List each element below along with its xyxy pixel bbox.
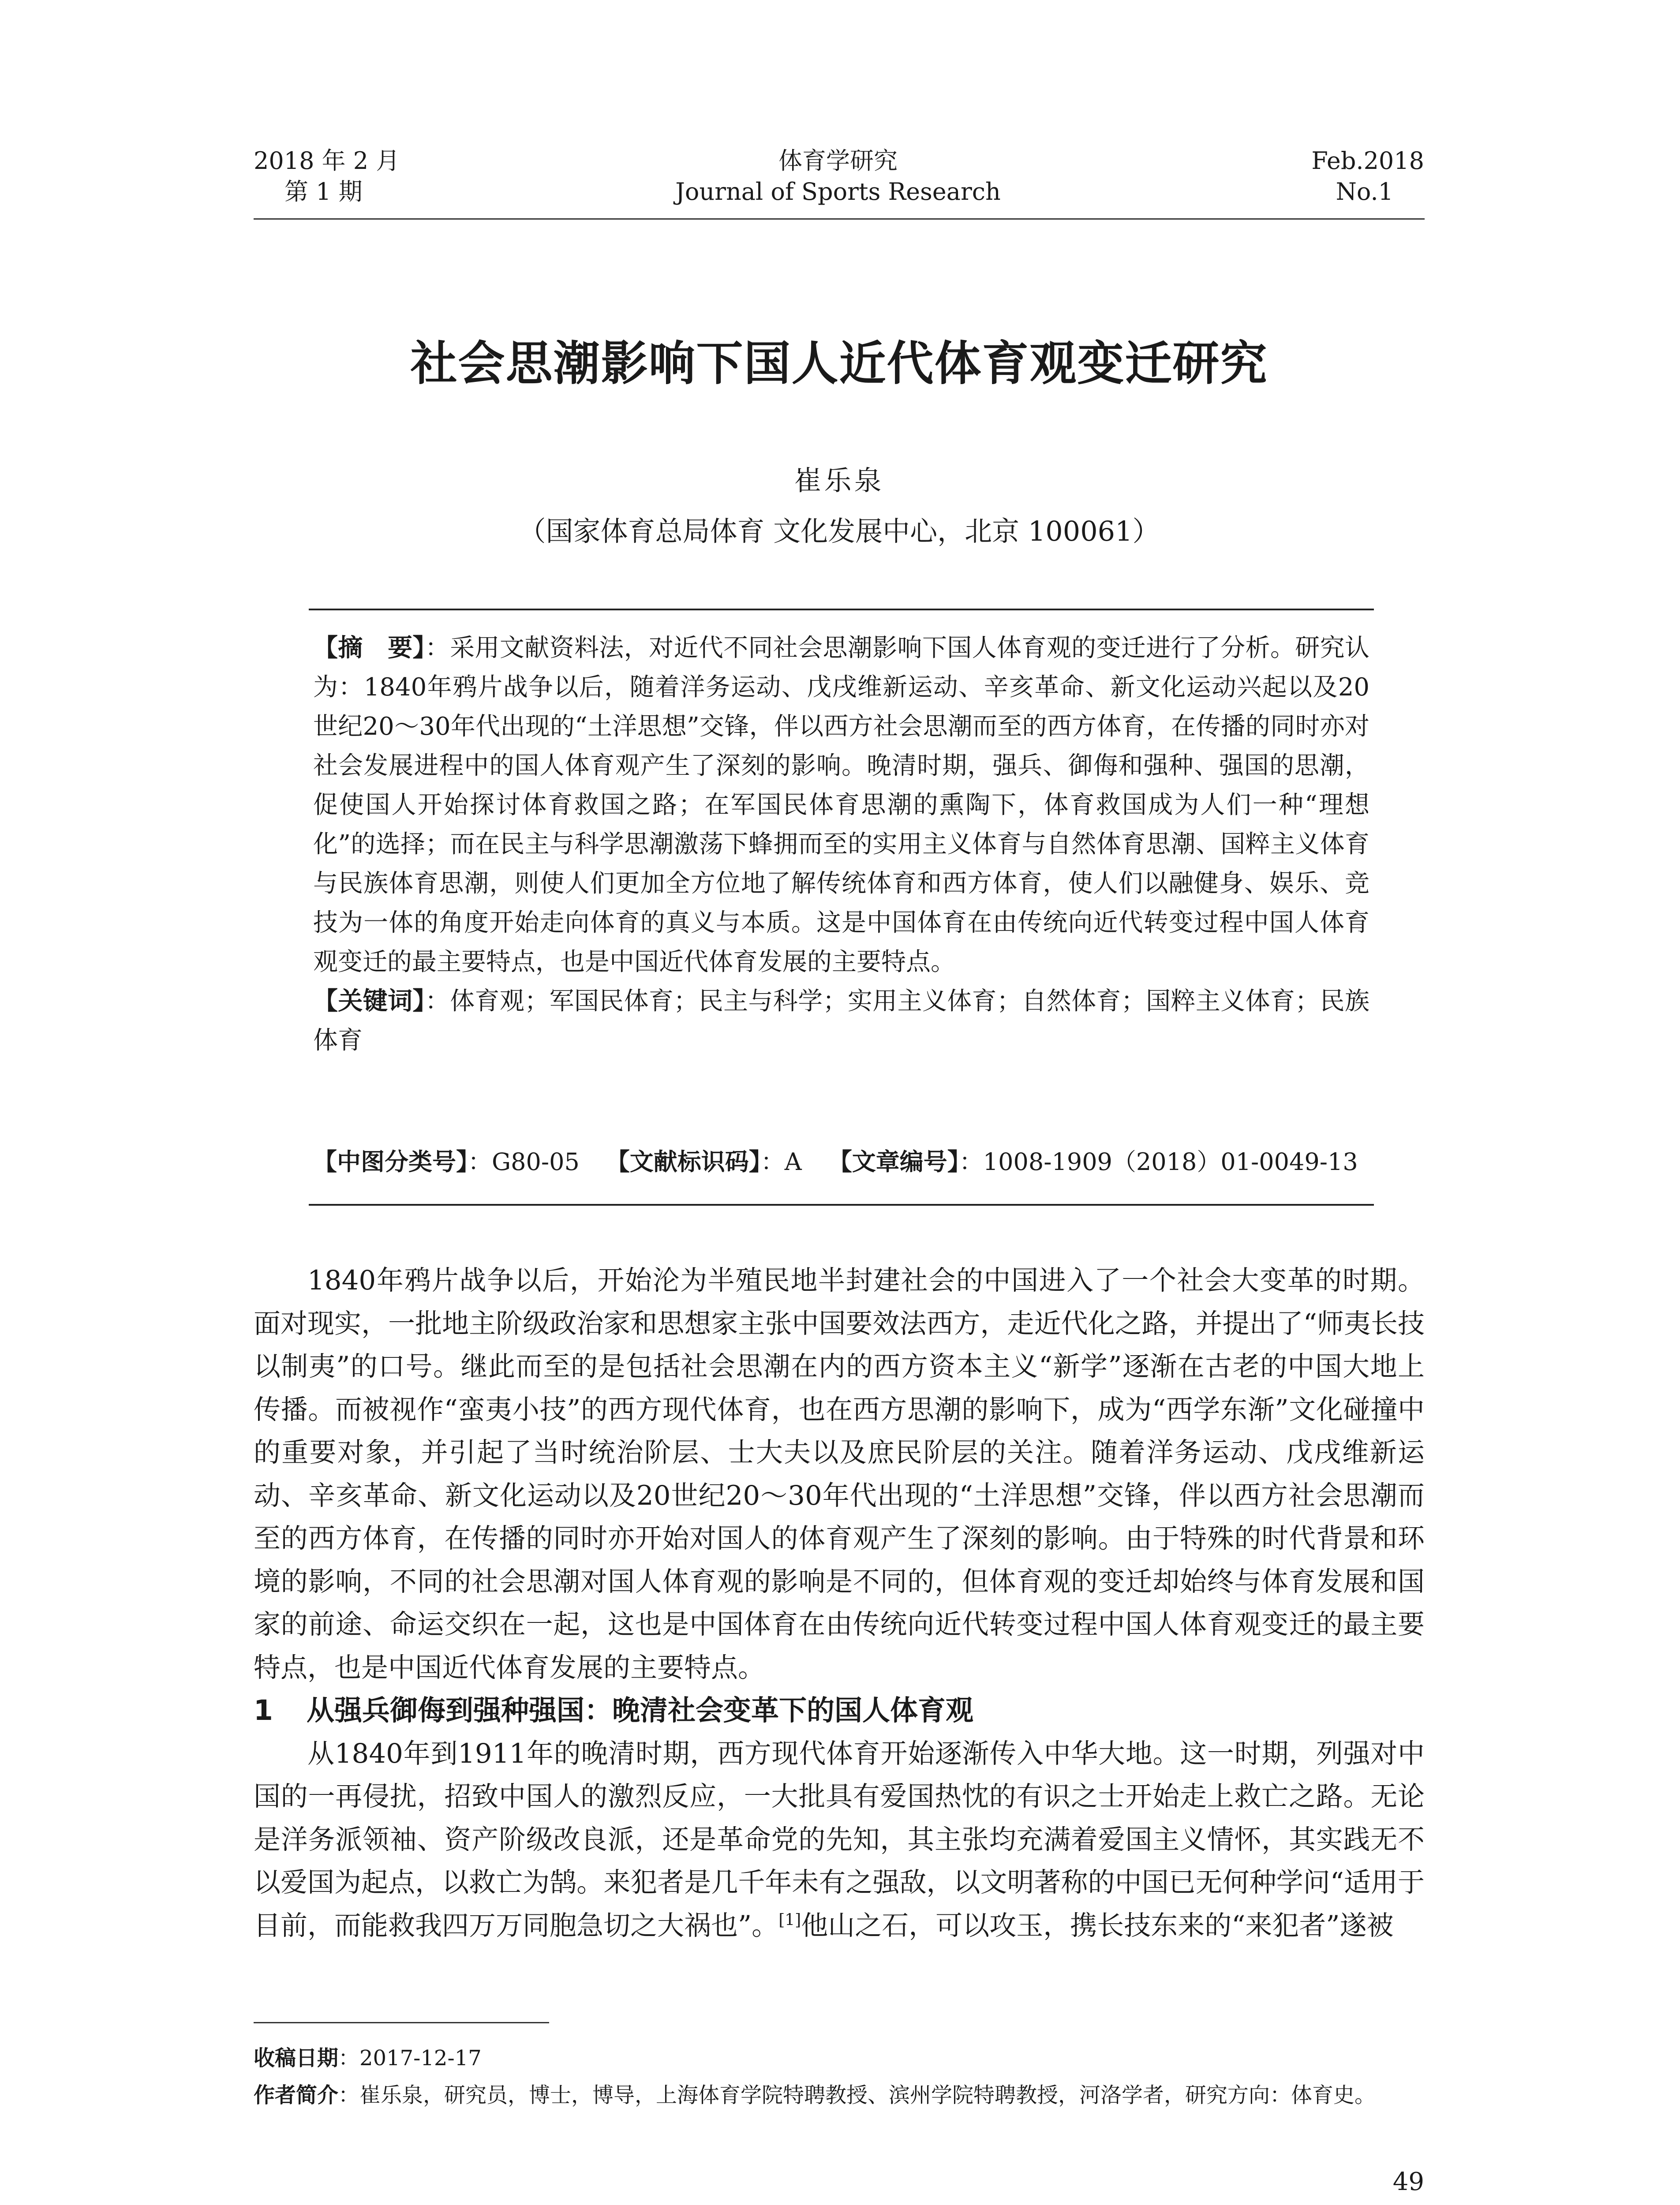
clc-value: ：G80-05 [468,1148,580,1176]
header-issue: 第 1 期 [284,178,363,206]
page-number: 49 [1392,2168,1424,2196]
article-number-value: ：1008-1909（2018）01-0049-13 [959,1148,1358,1176]
body-text [254,1259,1425,1947]
doc-code-value: ：A [760,1148,802,1176]
clc-label: 【中图分类号】 [313,1148,468,1176]
header-date: 2018 年 2 月 [254,147,400,175]
article-title: 社会思潮影响下国人近代体育观变迁研究 [410,336,1268,391]
header-date-en: Feb.2018 [1311,147,1424,175]
keywords-label: 【关键词】 [313,987,425,1016]
article-author: 崔乐泉 [794,464,884,497]
citation-ref-1[interactable]: [1] [778,1911,801,1929]
section-number: 1 [254,1694,273,1727]
footnotes [254,2040,1425,2114]
body-paragraph-2: 从1840年到1911年的晚清时期，西方现代体育开始逐渐传入中华大地。这一时期，列强对中国的一再侵扰，招致中国人的激烈反应，一大批具有爱国热忱的有识之士开始走上救亡之路。无论是洋务派领袖、资产阶级改良派，还是革命党的先知，其主张均充满着爱国主义情怀，其实践无不以爱国为起点，以救亡为鹄。来犯者是几千年未有之强敌，以文明著称的中国已无何种学问“适用于目前，而能救我四万万同胞急切之大祸也”。[1]他山之石，可以攻玉，携长技东来的“来犯者”遂被 [254,1738,1425,1941]
abstract-bottom-rule [309,1204,1374,1206]
header-right [1311,146,1424,207]
author-bio: 作者简介：崔乐泉，研究员，博士，博导，上海体育学院特聘教授、滨州学院特聘教授，河洛学者，研究方向：体育史。 [254,2083,1376,2108]
abstract-top-rule [309,609,1374,610]
journal-name-cn: 体育学研究 [778,147,898,175]
footnote-rule [254,2022,549,2023]
keywords-text: ：体育观；军国民体育；民主与科学；实用主义体育；自然体育；国粹主义体育；民族体育 [313,987,1370,1055]
doc-code-label: 【文献标识码】 [606,1148,761,1176]
abstract-label: 【摘 要】 [313,634,425,662]
header-center [529,146,1147,207]
keywords-paragraph [313,982,1369,1060]
journal-name-en: Journal of Sports Research [675,178,1001,206]
received-date: 收稿日期：2017-12-17 [254,2046,482,2070]
header-left [254,146,400,207]
classification-line [313,1144,1369,1180]
abstract-paragraph [313,628,1369,982]
body-paragraph-1: 1840年鸦片战争以后，开始沦为半殖民地半封建社会的中国进入了一个社会大变革的时期。面对现实，一批地主阶级政治家和思想家主张中国要效法西方，走近代化之路，并提出了“师夷长技以制夷”的口号。继此而至的是包括社会思潮在内的西方资本主义“新学”逐渐在古老的中国大地上传播。而被视作“蛮夷小技”的西方现代体育，也在西方思潮的影响下，成为“西学东渐”文化碰撞中的重要对象，并引起了当时统治阶层、士大夫以及庶民阶层的关注。随着洋务运动、戊戌维新运动、辛亥革命、新文化运动以及20世纪20～30年代出现的“土洋思想”交锋，伴以西方社会思潮而至的西方体育，在传播的同时亦开始对国人的体育观产生了深刻的影响。由于特殊的时代背景和环境的影响，不同的社会思潮对国人体育观的影响是不同的，但体育观的变迁却始终与体育发展和国家的前途、命运交织在一起，这也是中国体育在由传统向近代转变过程中国人体育观变迁的最主要特点，也是中国近代体育发展的主要特点。 [254,1265,1425,1683]
abstract-text: ：采用文献资料法，对近代不同社会思潮影响下国人体育观的变迁进行了分析。研究认为：1840年鸦片战争以后，随着洋务运动、戊戌维新运动、辛亥革命、新文化运动兴起以及20世纪20～30年代出现的“土洋思想”交锋，伴以西方社会思潮而至的西方体育，在传播的同时亦对社会发展进程中的国人体育观产生了深刻的影响。晚清时期，强兵、御侮和强种、强国的思潮，促使国人开始探讨体育救国之路；在军国民体育思潮的熏陶下，体育救国成为人们一种“理想化”的选择；而在民主与科学思潮激荡下蜂拥而至的实用主义体育与自然体育思潮、国粹主义体育与民族体育思潮，则使人们更加全方位地了解传统体育和西方体育，使人们以融健身、娱乐、竞技为一体的角度开始走向体育的真义与本质。这是中国体育在由传统向近代转变过程中国人体育观变迁的最主要特点，也是中国近代体育发展的主要特点。 [313,634,1370,976]
section-heading-1 [254,1689,1425,1732]
header-rule [254,218,1425,220]
section-title: 从强兵御侮到强种强国：晚清社会变革下的国人体育观 [307,1694,973,1727]
article-number-label: 【文章编号】 [828,1148,959,1176]
header-issue-en: No.1 [1336,178,1393,206]
abstract-block [313,628,1369,1060]
article-affiliation: （国家体育总局体育 文化发展中心，北京 100061） [518,515,1160,547]
